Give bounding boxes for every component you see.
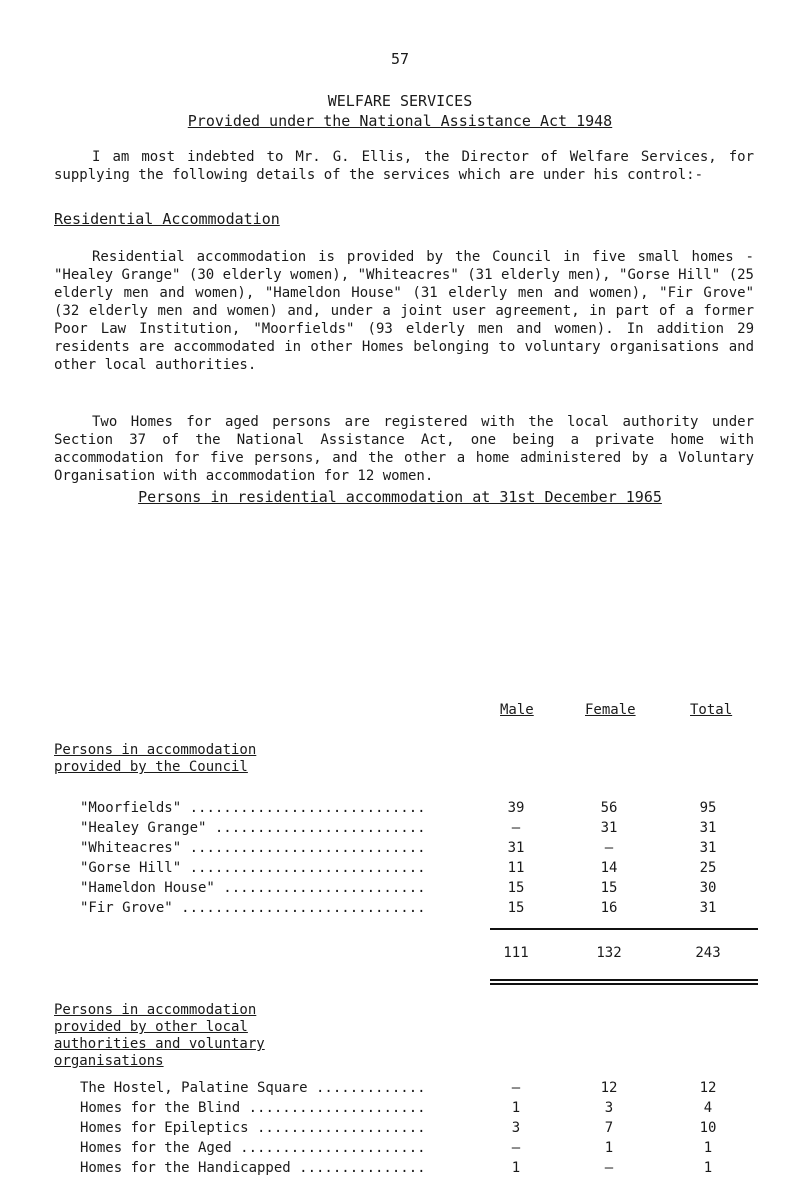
council-total-all: 243: [695, 945, 721, 961]
column-header-male: Male: [500, 702, 534, 718]
council-totals-row: [0, 945, 800, 965]
table-row: [0, 900, 800, 920]
column-header-total: Total: [690, 702, 733, 718]
row-label: The Hostel, Palatine Square .....: [80, 1080, 428, 1096]
table-row: [0, 840, 800, 860]
page-number: 57: [390, 50, 410, 68]
row-label: "Moorfields" .....: [80, 800, 428, 816]
council-total-double-rule-1: [490, 979, 758, 981]
row-total: 31: [699, 820, 717, 836]
row-male: 1: [511, 1160, 521, 1176]
table-title: Persons in residential accommodation at 31st December 1965: [138, 488, 662, 506]
section-title: WELFARE SERVICES: [327, 92, 473, 110]
row-male: 31: [507, 840, 525, 856]
row-label: Homes for the Handicapped .....: [80, 1160, 428, 1176]
row-total: 30: [699, 880, 717, 896]
table-row: [0, 1080, 800, 1100]
row-female: 15: [600, 880, 618, 896]
row-female: 31: [600, 820, 618, 836]
residential-paragraph-1: Residential accommodation is provided by the Council in five small homes - "Healey Grange" (30 elderly women), "Whiteacres" (31 elderly men), "Gorse Hill" (25 elderly men and women), "Hameldon House" (31 elderly men and women), "Fir Grove" (32 elderly men and women) and, under a joint user agreement, in part of a former Poor Law Institution, "Moorfields" (93 elderly men and women). In addition 29 residents are accommodated in other Homes belonging to voluntary organisations and other local authorities.: [54, 249, 754, 373]
row-label: Homes for Epileptics .....: [80, 1120, 428, 1136]
table-row: [0, 860, 800, 880]
other-group-label: Persons in accommodation provided by other local authorities and voluntary organisations: [54, 1002, 265, 1069]
row-male: 1: [511, 1100, 521, 1116]
council-total-male: 111: [503, 945, 529, 961]
row-total: 1: [703, 1160, 713, 1176]
row-total: 12: [699, 1080, 717, 1096]
row-total: 31: [699, 900, 717, 916]
table-row: [0, 1140, 800, 1160]
row-label: Homes for the Aged .....: [80, 1140, 428, 1156]
row-female: 56: [600, 800, 618, 816]
table-row: [0, 1160, 800, 1180]
row-male: –: [511, 1140, 521, 1156]
row-male: –: [511, 820, 521, 836]
council-total-female: 132: [596, 945, 622, 961]
row-female: 14: [600, 860, 618, 876]
row-total: 31: [699, 840, 717, 856]
row-total: 1: [703, 1140, 713, 1156]
row-total: 95: [699, 800, 717, 816]
row-male: –: [511, 1080, 521, 1096]
council-group-label: Persons in accommodation provided by the Council: [54, 742, 257, 775]
row-label: Homes for the Blind .....: [80, 1100, 428, 1116]
residential-paragraph-2: Two Homes for aged persons are registered with the local authority under Section 37 of the National Assistance Act, one being a private home with accommodation for five persons, and the other a home administered by a Voluntary Organisation with accommodation for 12 women.: [54, 414, 754, 484]
table-row: [0, 1100, 800, 1120]
table-row: [0, 1120, 800, 1140]
row-label: "Fir Grove" .....: [80, 900, 428, 916]
row-female: –: [604, 840, 614, 856]
row-label: "Healey Grange" .....: [80, 820, 428, 836]
table-row: [0, 820, 800, 840]
row-male: 15: [507, 880, 525, 896]
intro-paragraph: I am most indebted to Mr. G. Ellis, the Director of Welfare Services, for supplying the following details of the services which are under his control:-: [54, 149, 754, 183]
row-label: "Gorse Hill" .....: [80, 860, 428, 876]
row-total: 25: [699, 860, 717, 876]
row-male: 3: [511, 1120, 521, 1136]
row-label: "Whiteacres" .....: [80, 840, 428, 856]
row-female: 1: [604, 1140, 614, 1156]
council-subtotal-rule: [490, 928, 758, 930]
row-female: –: [604, 1160, 614, 1176]
section-subtitle: Provided under the National Assistance Act 1948: [187, 112, 613, 130]
council-total-double-rule-2: [490, 983, 758, 985]
table-row: [0, 880, 800, 900]
residential-heading: Residential Accommodation: [54, 210, 280, 228]
row-male: 39: [507, 800, 525, 816]
row-label: "Hameldon House" .....: [80, 880, 428, 896]
table-row: [0, 800, 800, 820]
row-female: 7: [604, 1120, 614, 1136]
column-header-female: Female: [585, 702, 636, 718]
row-female: 16: [600, 900, 618, 916]
row-total: 10: [699, 1120, 717, 1136]
row-male: 15: [507, 900, 525, 916]
row-total: 4: [703, 1100, 713, 1116]
row-female: 3: [604, 1100, 614, 1116]
row-male: 11: [507, 860, 525, 876]
row-female: 12: [600, 1080, 618, 1096]
